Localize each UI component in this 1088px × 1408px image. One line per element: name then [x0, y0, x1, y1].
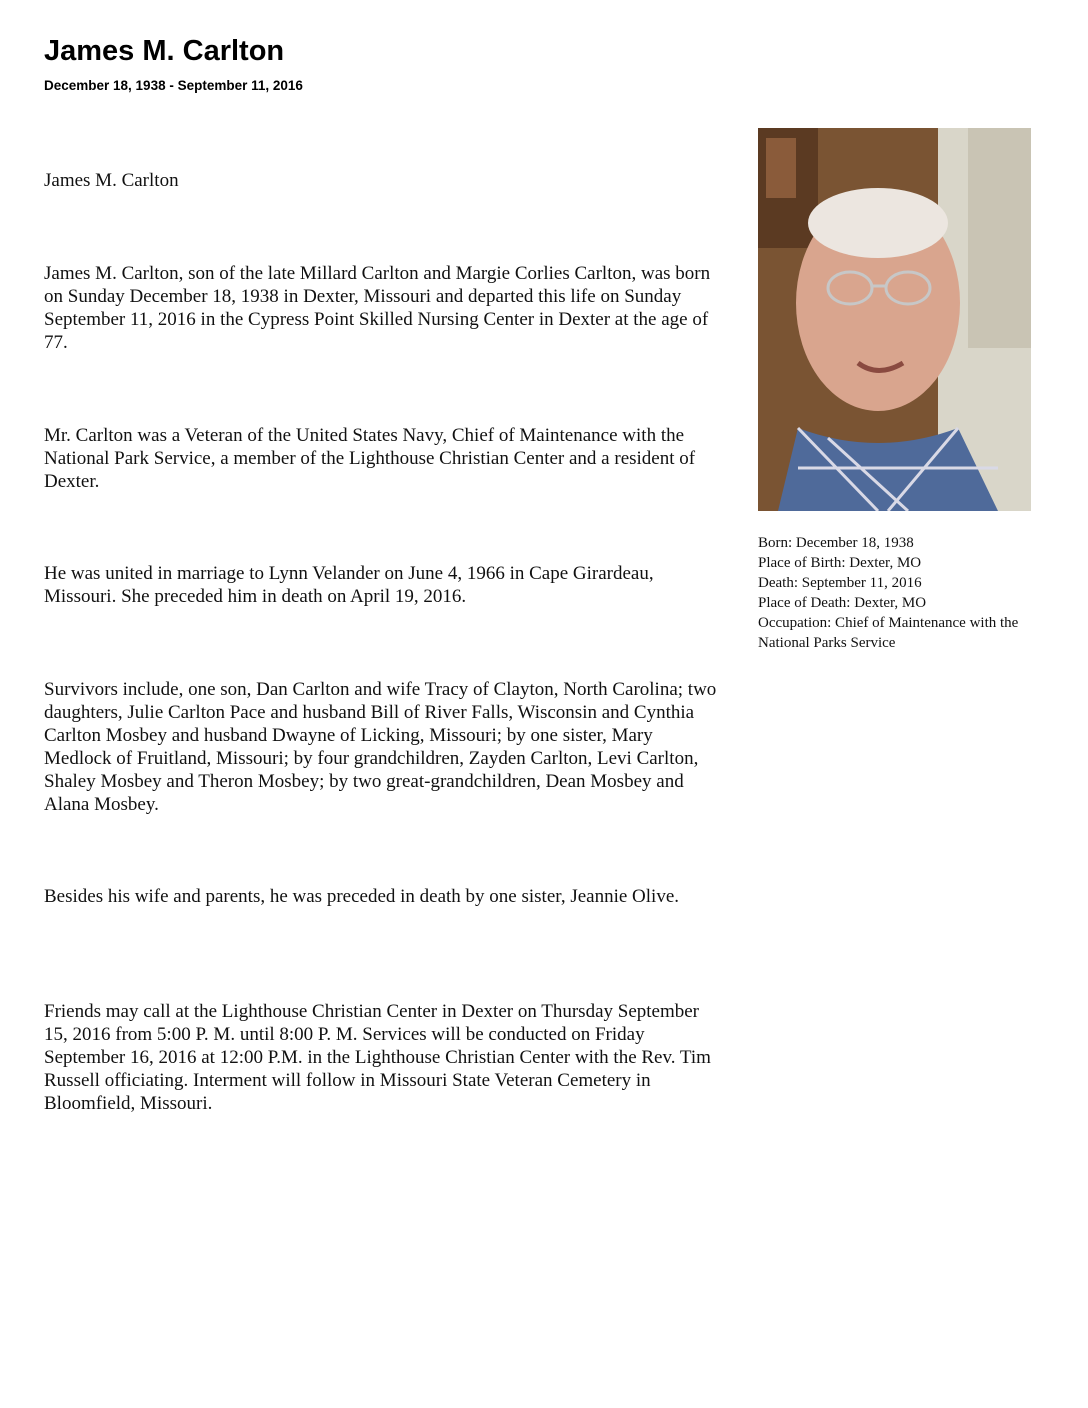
paragraph-preceded: Besides his wife and parents, he was preceded in death by one sister, Jeannie Olive. [44, 886, 680, 907]
fact-born: Born: December 18, 1938 [758, 535, 914, 551]
opening-name: James M. Carlton [44, 170, 179, 191]
life-dates: December 18, 1938 - September 11, 2016 [44, 78, 303, 93]
fact-death: Death: September 11, 2016 [758, 575, 922, 591]
paragraph-survivors: Survivors include, one son, Dan Carlton and wife Tracy of Clayton, North Carolina; two daughters, Julie Carlton Pace and husband Bill of River Falls, Wisconsin and Cynthia Carlton Mosbey and husband Dwayne of Licking, Missouri; by one sister, Mary Medlock of Fruitland, Missouri; by four grandchildren, Zayden Carlton, Levi Carlton, Shaley Mosbey and Theron Mosbey; by two great-grandchildren, Dean Mosbey and Alana Mosbey. [44, 679, 717, 815]
fact-occupation: Occupation: Chief of Maintenance with the National Parks Service [758, 615, 1019, 651]
paragraph-services: Friends may call at the Lighthouse Christian Center in Dexter on Thursday September 15, 2016 from 5:00 P. M. until 8:00 P. M. Services will be conducted on Friday September 16, 2016 at 12:00 P.M. in the Lighthouse Christian Center with the Rev. Tim Russell officiating. Interment will follow in Missouri State Veteran Cemetery in Bloomfield, Missouri. [44, 1001, 711, 1114]
facts-sidebar [758, 533, 1058, 653]
paragraph-career: Mr. Carlton was a Veteran of the United States Navy, Chief of Maintenance with the National Park Service, a member of the Lighthouse Christian Center and a resident of Dexter. [44, 425, 696, 492]
portrait-photo [758, 128, 1031, 511]
paragraph-marriage: He was united in marriage to Lynn Velander on June 4, 1966 in Cape Girardeau, Missouri. She preceded him in death on April 19, 2016. [44, 563, 654, 607]
paragraph-birth-death: James M. Carlton, son of the late Millard Carlton and Margie Corlies Carlton, was born on Sunday December 18, 1938 in Dexter, Missouri and departed this life on Sunday September 11, 2016 in the Cypress Point Skilled Nursing Center in Dexter at the age of 77. [44, 263, 711, 353]
fact-place-of-birth: Place of Birth: Dexter, MO [758, 555, 922, 571]
obituary-name-title: James M. Carlton [44, 35, 285, 67]
fact-place-of-death: Place of Death: Dexter, MO [758, 595, 927, 611]
